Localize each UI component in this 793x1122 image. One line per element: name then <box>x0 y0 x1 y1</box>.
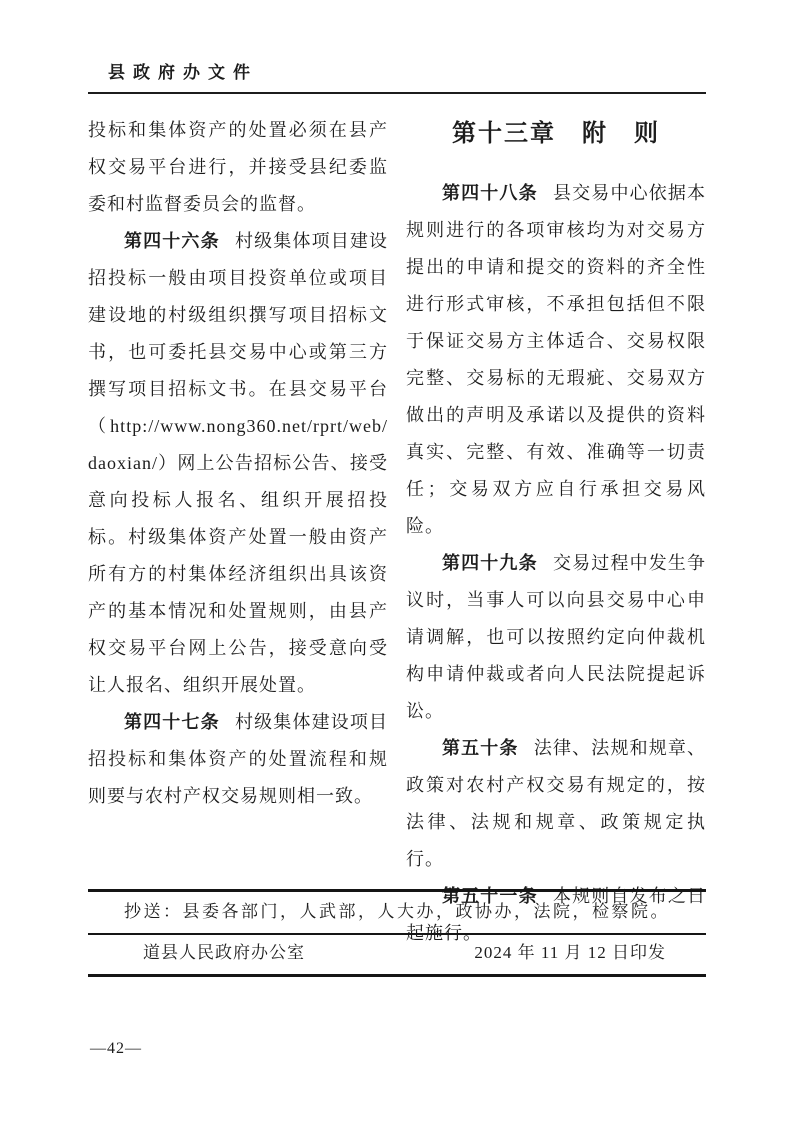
article-49-paragraph <box>406 545 706 730</box>
issuer-office: 道县人民政府办公室 <box>143 943 305 962</box>
article-48-paragraph <box>406 175 706 545</box>
article-46-text: 村级集体项目建设招投标一般由项目投资单位或项目建设地的村级组织撰写项目招标文书，也可委托县交易中心或第三方撰写项目招标文书。在县交易平台（http://www.nong360.net/rprt/web/daoxian/）网上公告招标公告、接受意向投标人报名、组织开展招投标。村级集体资产处置一般由资产所有方的村集体经济组织出具该资产的基本情况和处置规则，由县产权交易平台网上公告，接受意向受让人报名、组织开展处置。 <box>88 231 389 695</box>
article-47-number: 第四十七条 <box>124 712 220 732</box>
article-48-text: 县交易中心依据本规则进行的各项审核均为对交易方提出的申请和提交的资料的齐全性进行形式审核，不承担包括但不限于保证交易方主体适合、交易权限完整、交易标的无瑕疵、交易双方做出的声明及承诺以及提供的资料真实、完整、有效、准确等一切责任；交易双方应自行承担交易风险。 <box>406 183 707 536</box>
continuation-paragraph-text: 投标和集体资产的处置必须在县产权交易平台进行，并接受县纪委监委和村监督委员会的监督。 <box>88 120 388 214</box>
left-column <box>88 112 388 952</box>
article-46-paragraph <box>88 223 388 704</box>
continuation-paragraph <box>88 112 388 223</box>
document-header <box>88 58 706 94</box>
print-date: 2024 年 11 月 12 日印发 <box>474 943 666 962</box>
chapter-13-title: 第十三章 附 则 <box>452 120 660 147</box>
right-column <box>406 112 706 952</box>
article-50-paragraph <box>406 730 706 878</box>
article-49-text: 交易过程中发生争议时，当事人可以向县交易中心申请调解，也可以按照约定向仲裁机构申请仲裁或者向人民法院提起诉讼。 <box>406 553 707 721</box>
article-47-text: 村级集体建设项目招投标和集体资产的处置流程和规则要与农村产权交易规则相一致。 <box>88 712 389 806</box>
article-51-text: 本规则自发布之日起施行。 <box>406 886 707 943</box>
article-49-number: 第四十九条 <box>442 553 538 573</box>
article-50-text: 法律、法规和规章、政策对农村产权交易有规定的，按法律、法规和规章、政策规定执行。 <box>406 738 707 869</box>
article-51-number: 第五十一条 <box>442 886 538 906</box>
copy-to-line: 抄送：县委各部门，人武部，人大办，政协办，法院，检察院。 <box>88 889 706 935</box>
article-48-number: 第四十八条 <box>442 183 538 203</box>
article-50-number: 第五十条 <box>442 738 519 758</box>
header-title: 县政府办文件 <box>108 63 258 82</box>
body-columns <box>88 112 706 952</box>
article-46-number: 第四十六条 <box>124 231 220 251</box>
page-number: —42— <box>90 1040 142 1057</box>
issue-row <box>88 933 706 977</box>
article-47-paragraph <box>88 704 388 815</box>
